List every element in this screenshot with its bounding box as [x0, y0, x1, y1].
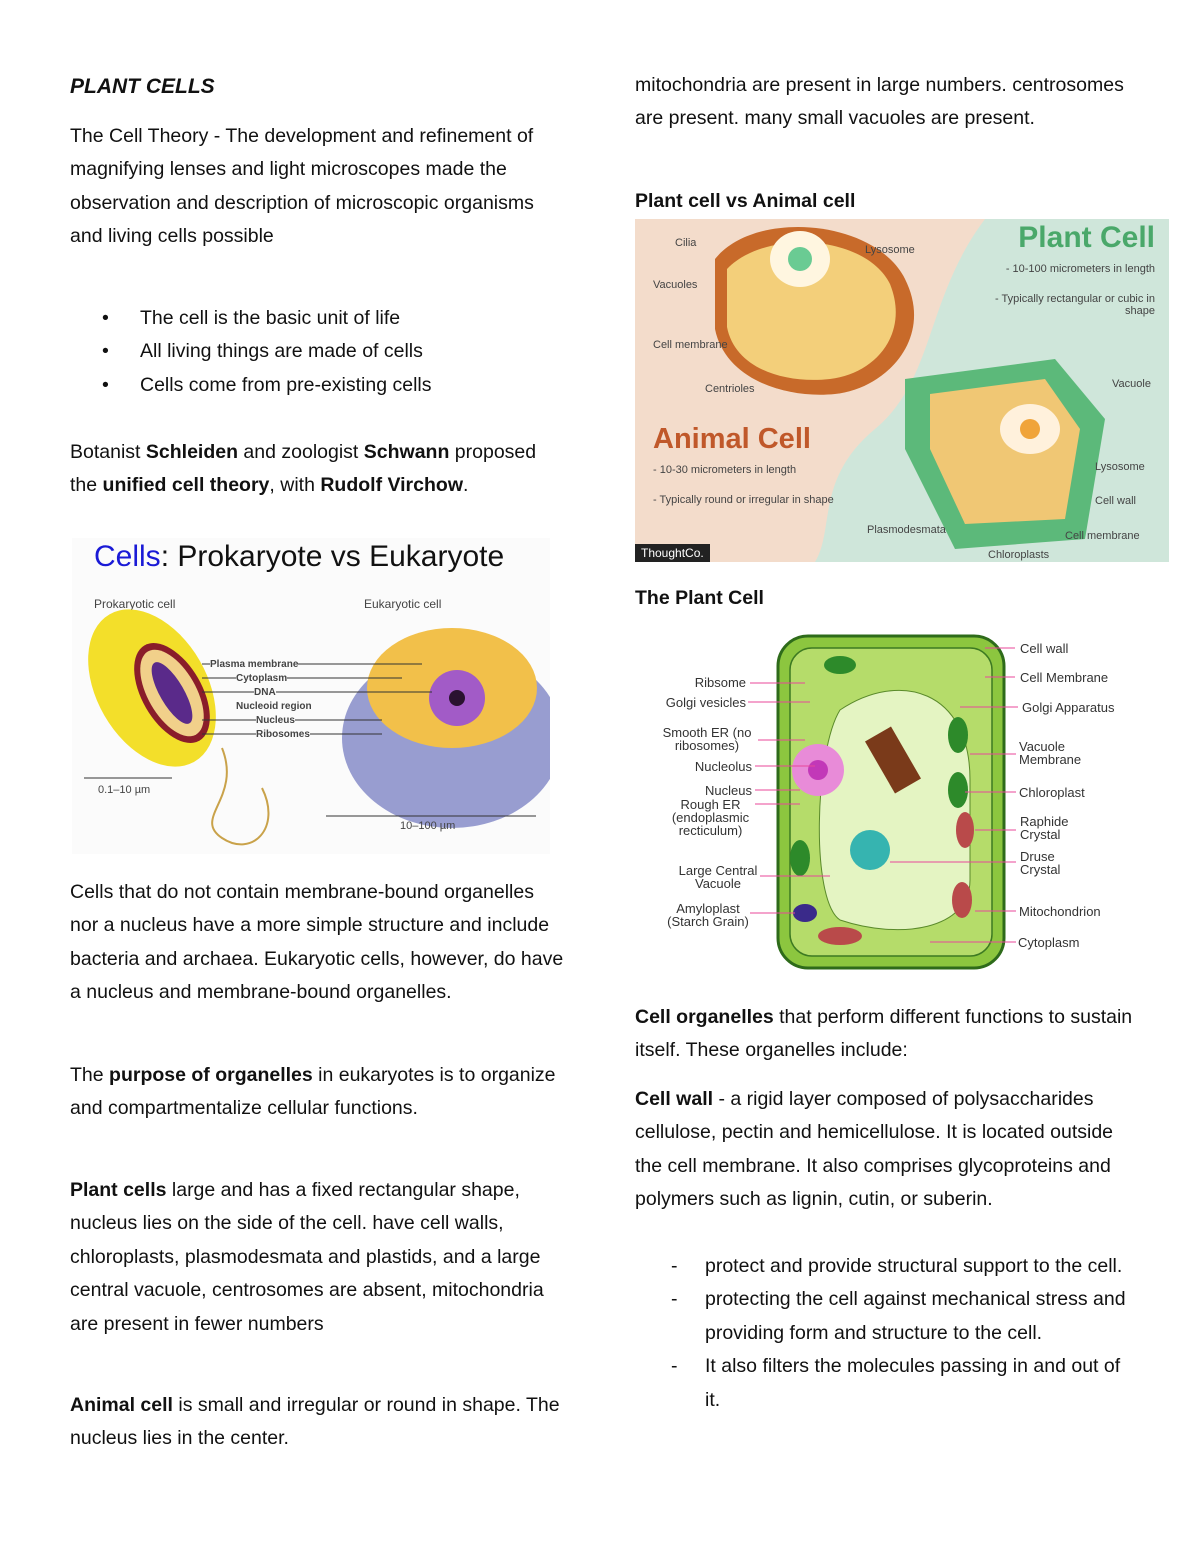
plant-note: - Typically rectangular or cubic in shape: [995, 293, 1155, 317]
plant-cells-paragraph: [70, 1174, 565, 1341]
cell-theory-paragraph: The Cell Theory - The development and refinement of magnifying lenses and light microscopes made the observation and description of microscopic organisms and living cells possible: [70, 125, 534, 248]
label-chloroplast: Chloroplast: [1019, 785, 1085, 800]
figure-title-highlight: Cells: [94, 540, 161, 573]
label-large-central-vacuole: Large Central Vacuole: [678, 863, 758, 891]
label-golgi-vesicles: Golgi vesicles: [665, 695, 746, 710]
label-cell-membrane: Cell Membrane: [1020, 670, 1109, 685]
label-plasma-membrane: Plasma membrane: [210, 659, 299, 670]
list-item: • All living things are made of cells: [70, 335, 590, 368]
label-nucleus: Nucleus: [256, 715, 295, 726]
plant-vs-animal-figure: [635, 219, 1169, 562]
list-item-text: protect and provide structural support to the cell.: [705, 1255, 1123, 1277]
prokaryote-eukaryote-figure: [72, 538, 550, 854]
text: that perform different functions to sustain itself. These organelles include:: [635, 1006, 1133, 1062]
label-vacuole-membrane: Vacuole Membrane: [1019, 739, 1082, 767]
list-item: [635, 1283, 1135, 1350]
list-item: • The cell is the basic unit of life: [70, 302, 590, 335]
scale-prokaryote: 0.1–10 µm: [98, 784, 151, 796]
label-chloroplasts: Chloroplasts: [988, 549, 1050, 561]
list-item-text: protecting the cell against mechanical stress and providing form and structure to the cell.: [705, 1288, 1126, 1344]
label-druse-crystal: Druse Crystal: [1020, 849, 1061, 877]
eukaryotic-label: Eukaryotic cell: [364, 597, 442, 611]
label-nucleolus: Nucleolus: [694, 759, 752, 774]
text: proposed the: [70, 441, 537, 497]
label-centrioles: Centrioles: [705, 383, 755, 395]
cell-theory-list: [70, 302, 590, 402]
text: large and has a fixed rectangular shape, nucleus lies on the side of the cell. have cell walls, chloroplasts, plasmodesmata and plastids, and a large central vacuole, centrosomes are absent, mitochondria are present in fewer numbers: [70, 1179, 544, 1335]
label-ribosomes: Ribosomes: [256, 729, 310, 740]
label-cytoplasm: Cytoplasm: [1018, 935, 1080, 950]
text: and zoologist: [238, 441, 364, 463]
label-cell-wall: Cell wall: [1095, 495, 1136, 507]
text: is small and irregular or round in shape. The nucleus lies in the center.: [70, 1394, 560, 1450]
plant-cell-diagram: [640, 630, 1140, 975]
label-cilia: Cilia: [675, 237, 697, 249]
bold-text: Animal cell: [70, 1394, 173, 1416]
cells-illustration: [72, 538, 550, 854]
text: Botanist: [70, 441, 146, 463]
label-cell-membrane: Cell membrane: [1065, 530, 1140, 542]
scale-eukaryote: 10–100 µm: [400, 820, 456, 832]
label-raphide-crystal: Raphide Crystal: [1020, 814, 1069, 842]
bold-text: Cell organelles: [635, 1006, 774, 1028]
bold-text: Cell wall: [635, 1088, 714, 1110]
label-lysosome: Lysosome: [1095, 461, 1145, 473]
bold-text: unified cell theory: [102, 474, 270, 497]
organelles-paragraph: [635, 1001, 1140, 1068]
prokaryotic-label: Prokaryotic cell: [94, 597, 176, 611]
label-nucleoid-region: Nucleoid region: [236, 701, 312, 712]
label-lysosome: Lysosome: [865, 244, 915, 256]
label-amyloplast: Amyloplast (Starch Grain): [667, 901, 749, 929]
list-item: [635, 1350, 1135, 1417]
label-cell-membrane: Cell membrane: [653, 339, 728, 351]
dash-marker: -: [671, 1355, 678, 1378]
animal-cell-paragraph: [70, 1389, 565, 1456]
continued-paragraph: mitochondria are present in large numbers. centrosomes are present. many small vacuoles are present.: [635, 74, 1124, 130]
plant-note: - 10-100 micrometers in length: [1005, 263, 1155, 275]
text: , with: [269, 474, 321, 497]
label-plasmodesmata: Plasmodesmata: [867, 524, 946, 536]
prokaryote-paragraph: Cells that do not contain membrane-bound organelles nor a nucleus have a more simple structure and include bacteria and archaea. Eukaryotic cells, however, do have a nucleus and membrane-bound organelles.: [70, 881, 564, 1004]
animal-note: - Typically round or irregular in shape: [653, 494, 834, 506]
dash-marker: -: [671, 1255, 678, 1277]
label-vacuole: Vacuole: [1112, 378, 1151, 390]
heading-plant-vs-animal: Plant cell vs Animal cell: [635, 190, 856, 212]
label-golgi-apparatus: Golgi Apparatus: [1022, 700, 1115, 715]
animal-cell-title: Animal Cell: [653, 423, 811, 455]
label-cytoplasm: Cytoplasm: [236, 673, 288, 684]
dash-marker: -: [671, 1288, 678, 1311]
label-ribosome: Ribsome: [694, 675, 746, 690]
page-title: PLANT CELLS: [70, 75, 215, 98]
figure-title-rest: : Prokaryote vs Eukaryote: [160, 540, 505, 573]
plant-cell-title: Plant Cell: [1018, 221, 1155, 254]
animal-note: - 10-30 micrometers in length: [653, 464, 797, 476]
list-item: [635, 1250, 1135, 1283]
text: .: [463, 474, 469, 497]
heading-the-plant-cell: The Plant Cell: [635, 587, 764, 609]
bold-text: Plant cells: [70, 1179, 167, 1201]
label-cell-wall: Cell wall: [1020, 641, 1069, 656]
botanist-paragraph: [70, 436, 565, 503]
text: The: [70, 1064, 110, 1086]
purpose-paragraph: [70, 1059, 565, 1126]
label-rough-er: Rough ER (endoplasmic recticulum): [671, 797, 750, 838]
label-smooth-er: Smooth ER (no ribosomes): [662, 725, 752, 753]
label-nucleus: Nucleus: [705, 783, 752, 798]
cell-wall-functions-list: [635, 1250, 1135, 1417]
thoughtco-watermark: ThoughtCo.: [635, 544, 710, 562]
label-dna: DNA: [254, 687, 276, 698]
bold-text: purpose of organelles: [109, 1064, 313, 1086]
bold-text: Schwann: [363, 441, 450, 463]
text: in eukaryotes is to organize and compartmentalize cellular functions.: [70, 1064, 556, 1120]
list-item-text: It also filters the molecules passing in and out of it.: [705, 1355, 1121, 1411]
label-mitochondrion: Mitochondrion: [1019, 904, 1101, 919]
list-item: • Cells come from pre-existing cells: [70, 369, 590, 402]
bold-text: Schleiden: [145, 441, 239, 463]
label-vacuoles: Vacuoles: [653, 279, 698, 291]
cell-wall-paragraph: [635, 1083, 1140, 1217]
bold-text: Rudolf Virchow: [320, 474, 463, 497]
text: - a rigid layer composed of polysaccharides cellulose, pectin and hemicellulose. It is located outside the cell membrane. It also comprises glycoproteins and polymers such as lignin, cutin, or suberin.: [635, 1088, 1114, 1211]
